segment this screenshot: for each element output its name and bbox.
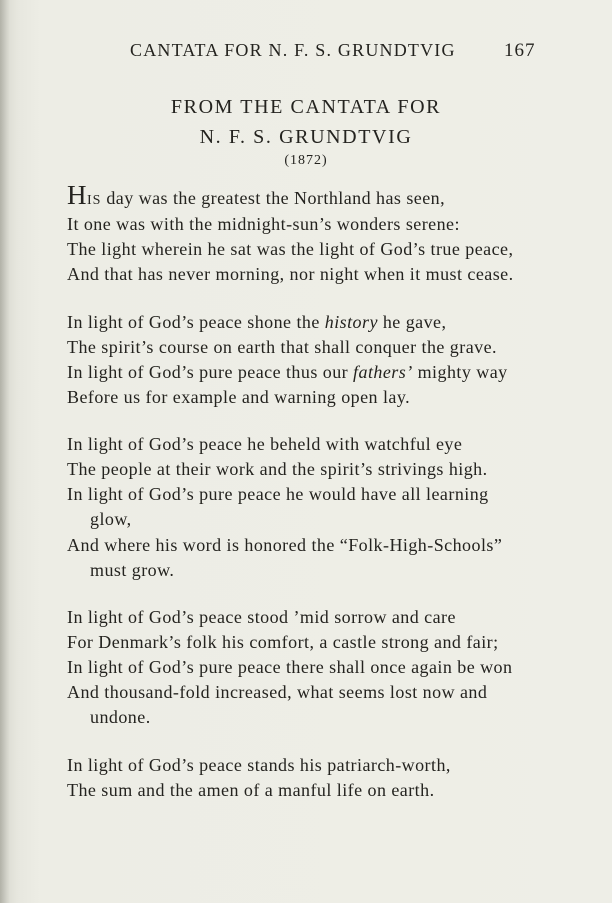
emphasized-word: history xyxy=(324,312,378,332)
poem-line-6: The spirit’s course on earth that shall conquer the grave. xyxy=(67,337,497,357)
line-text: In light of God’s pure peace thus our xyxy=(67,362,354,382)
poem-line-5 xyxy=(67,312,446,333)
page-number: 167 xyxy=(504,40,536,61)
poem-line-1 xyxy=(67,182,445,209)
line-text: day was the greatest the Northland has seen, xyxy=(101,188,446,208)
poem-line-11: In light of God’s pure peace he would have all learning xyxy=(67,484,489,504)
poem-line-8: Before us for example and warning open lay. xyxy=(67,387,411,407)
poem-line-13: In light of God’s peace stood ’mid sorrow and care xyxy=(67,607,456,627)
running-header xyxy=(0,40,612,66)
poem-line-12-continued: must grow. xyxy=(90,560,175,580)
emphasized-word: fathers’ xyxy=(353,362,413,382)
poem-line-14: For Denmark’s folk his comfort, a castle strong and fair; xyxy=(67,632,499,652)
poem-year: (1872) xyxy=(284,153,328,168)
running-title: CANTATA FOR N. F. S. GRUNDTVIG xyxy=(130,40,456,60)
poem-line-16-continued: undone. xyxy=(90,707,151,727)
small-caps-text: IS xyxy=(86,193,102,208)
poem-line-11-continued: glow, xyxy=(90,509,132,529)
line-text: he gave, xyxy=(377,312,447,332)
poem-line-10: The people at their work and the spirit’s strivings high. xyxy=(67,459,488,479)
poem-line-2: It one was with the midnight-sun’s wonders serene: xyxy=(67,214,460,234)
poem-line-9: In light of God’s peace he beheld with watchful eye xyxy=(67,434,463,454)
poem-title-line-1: FROM THE CANTATA FOR xyxy=(170,96,442,118)
poem-line-18: The sum and the amen of a manful life on earth. xyxy=(67,780,435,800)
poem-line-7 xyxy=(67,362,508,383)
poem-line-15: In light of God’s pure peace there shall once again be won xyxy=(67,657,513,677)
line-text: mighty way xyxy=(412,362,508,382)
poem-line-12: And where his word is honored the “Folk-High-Schools” xyxy=(67,535,503,555)
poem-title-line-2: N. F. S. GRUNDTVIG xyxy=(199,126,413,148)
poem-line-4: And that has never morning, nor night when it must cease. xyxy=(67,264,514,284)
poem-line-16: And thousand-fold increased, what seems lost now and xyxy=(67,682,488,702)
poem-line-3: The light wherein he sat was the light of God’s true peace, xyxy=(67,239,514,259)
poem-line-17: In light of God’s peace stands his patriarch-worth, xyxy=(67,755,451,775)
drop-cap: H xyxy=(67,180,87,210)
line-text: In light of God’s peace shone the xyxy=(67,312,325,332)
